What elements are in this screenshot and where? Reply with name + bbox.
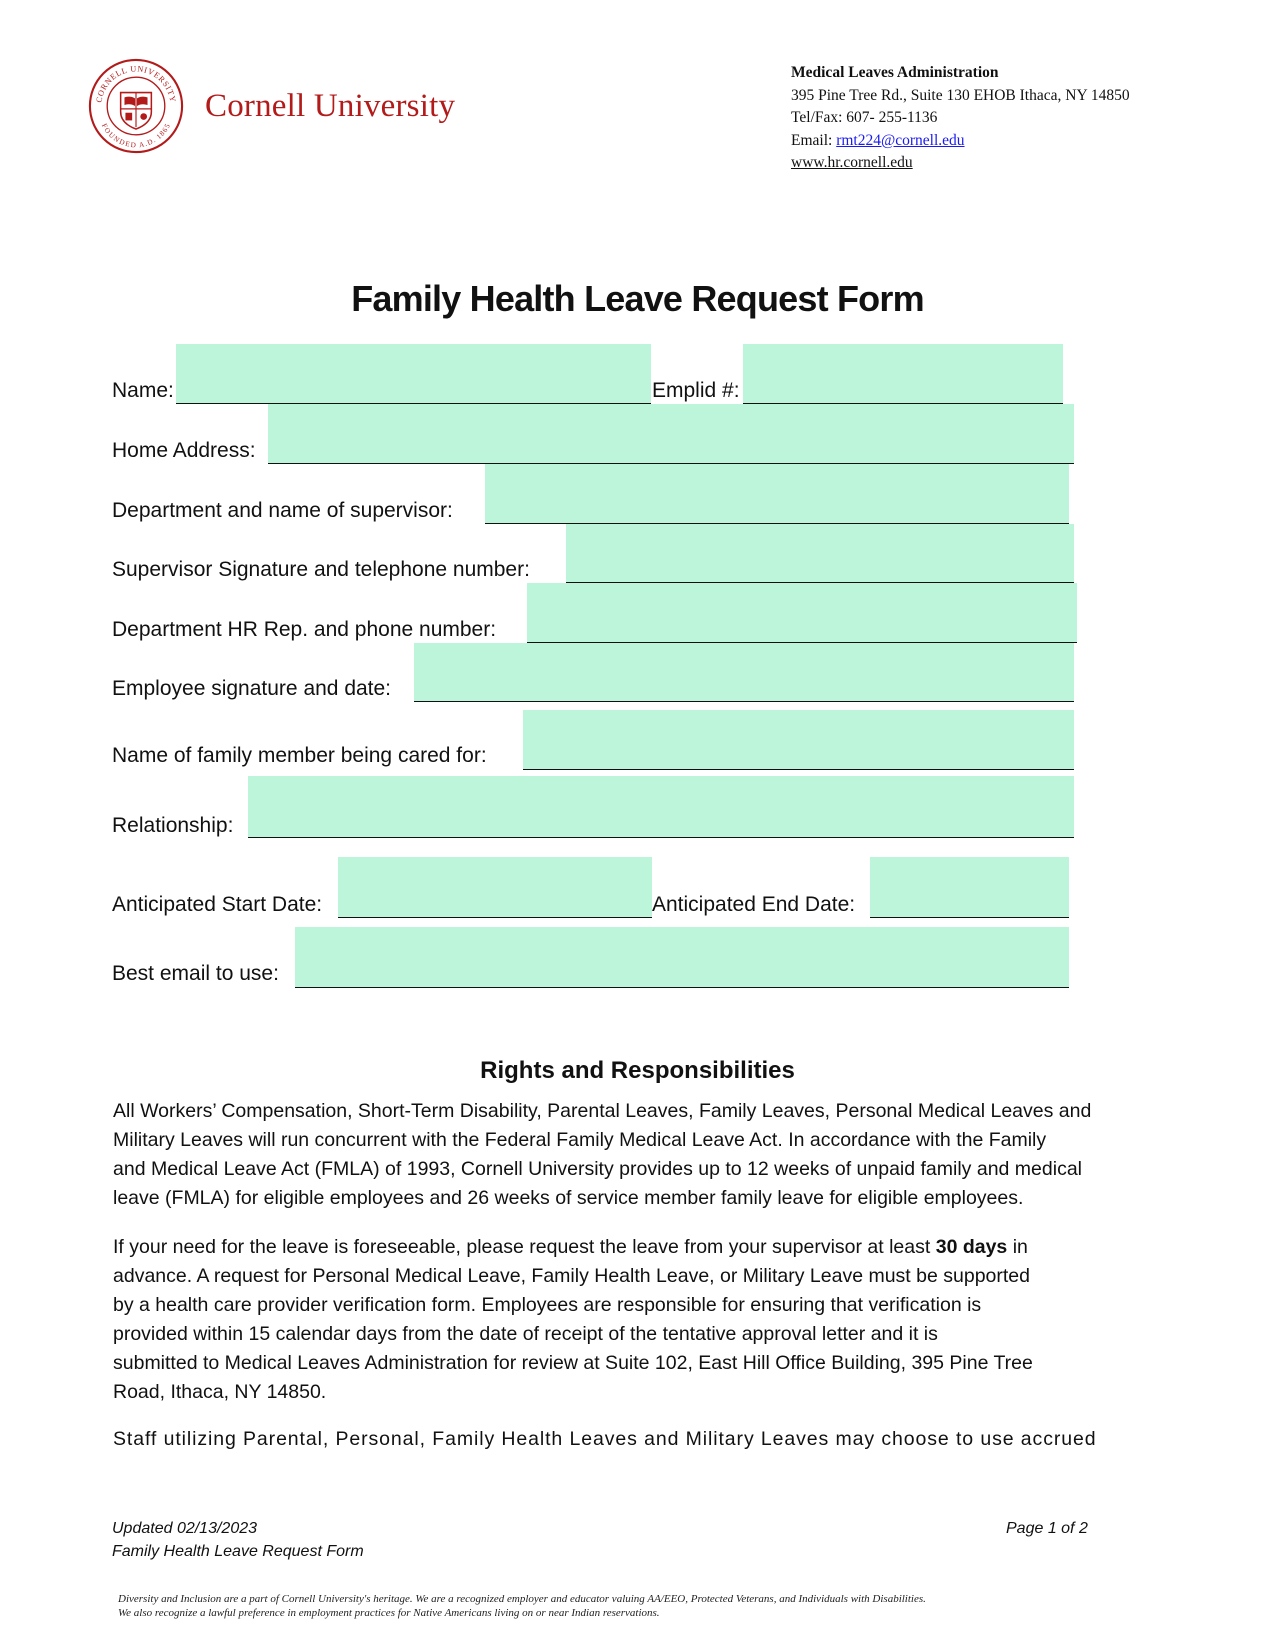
footer-form-name: Family Health Leave Request Form xyxy=(112,1543,364,1560)
home-address-label: Home Address: xyxy=(112,439,256,462)
footer-updated: Updated 02/13/2023 xyxy=(112,1520,258,1537)
website-link[interactable]: www.hr.cornell.edu xyxy=(791,154,913,171)
emplid-field[interactable] xyxy=(743,344,1063,404)
email-label: Best email to use: xyxy=(112,962,279,985)
start-date-field[interactable] xyxy=(338,857,652,918)
paragraph-line: All Workers’ Compensation, Short-Term Disability, Parental Leaves, Family Leaves, Personal Medical Leaves and xyxy=(113,1100,1092,1122)
contact-block xyxy=(791,62,1130,175)
rights-title: Rights and Responsibilities xyxy=(480,1057,795,1084)
footer-page-number: Page 1 of 2 xyxy=(1006,1520,1088,1537)
paragraph-text: If your need for the leave is foreseeable, please request the leave from your supervisor at least xyxy=(113,1236,936,1258)
paragraph-line: Staff utilizing Parental, Personal, Family Health Leaves and Military Leaves may choose to use accrued xyxy=(113,1428,1097,1450)
supervisor-label: Supervisor Signature and telephone number: xyxy=(112,558,530,581)
email-field[interactable] xyxy=(295,927,1069,988)
paragraph-line: advance. A request for Personal Medical Leave, Family Health Leave, or Military Leave must be supported xyxy=(113,1265,1030,1287)
paragraph-line: and Medical Leave Act (FMLA) of 1993, Cornell University provides up to 12 weeks of unpaid family and medical xyxy=(113,1158,1082,1180)
department-field[interactable] xyxy=(485,464,1069,524)
employee-signature-label: Employee signature and date: xyxy=(112,677,392,700)
relationship-field[interactable] xyxy=(248,776,1074,838)
seal-top-text: CORNELL UNIVERSITY xyxy=(94,64,178,104)
paragraph-line: submitted to Medical Leaves Administration for review at Suite 102, East Hill Office Building, 395 Pine Tree xyxy=(113,1352,1033,1374)
contact-org: Medical Leaves Administration xyxy=(791,64,999,81)
paragraph-line: Military Leaves will run concurrent with the Federal Family Medical Leave Act. In accordance with the Family xyxy=(113,1129,1047,1151)
contact-email-prefix: Email: xyxy=(791,131,837,149)
start-date-label: Anticipated Start Date: xyxy=(112,893,323,916)
contact-address: 395 Pine Tree Rd., Suite 130 EHOB Ithaca, NY 14850 xyxy=(791,86,1130,104)
email-link[interactable]: rmt224@cornell.edu xyxy=(836,131,965,149)
end-date-label: Anticipated End Date: xyxy=(652,893,856,916)
rights-paragraph-1 xyxy=(113,1097,1173,1213)
paragraph-line xyxy=(113,1233,1173,1262)
paragraph-line: Road, Ithaca, NY 14850. xyxy=(113,1381,327,1403)
seal-bottom-text: FOUNDED A.D. 1865 xyxy=(99,122,173,150)
hr-rep-label: Department HR Rep. and phone number: xyxy=(112,618,497,641)
emplid-label: Emplid #: xyxy=(652,379,740,402)
paragraph-line: by a health care provider verification form. Employees are responsible for ensuring that verification is xyxy=(113,1294,982,1316)
hr-rep-field[interactable] xyxy=(527,583,1077,643)
paragraph-line: leave (FMLA) for eligible employees and 26 weeks of service member family leave for eligible employees. xyxy=(113,1187,1024,1209)
supervisor-field[interactable] xyxy=(566,524,1074,583)
contact-email-row xyxy=(791,130,1130,153)
end-date-field[interactable] xyxy=(870,857,1069,918)
paragraph-line: provided within 15 calendar days from the date of receipt of the tentative approval letter and it is xyxy=(113,1323,938,1345)
rights-paragraph-3 xyxy=(113,1425,1173,1454)
form-title: Family Health Leave Request Form xyxy=(351,278,924,319)
footer-disclaimer xyxy=(118,1592,926,1620)
family-member-field[interactable] xyxy=(523,710,1074,770)
paragraph-text: in xyxy=(1007,1236,1028,1258)
employee-signature-field[interactable] xyxy=(414,643,1074,702)
relationship-label: Relationship: xyxy=(112,814,234,837)
disclaimer-line: We also recognize a lawful preference in employment practices for Native Americans living on or near Indian reservations. xyxy=(118,1607,660,1619)
home-address-field[interactable] xyxy=(268,404,1074,464)
name-label: Name: xyxy=(112,379,174,402)
rights-paragraph-2 xyxy=(113,1233,1173,1407)
thirty-days-emphasis: 30 days xyxy=(935,1236,1008,1258)
university-wordmark: Cornell University xyxy=(205,88,456,124)
name-field[interactable] xyxy=(176,344,651,404)
disclaimer-line: Diversity and Inclusion are a part of Cornell University's heritage. We are a recognized employer and educator valuing AA/EEO, Protected Veterans, and Individuals with Disabilities. xyxy=(118,1593,926,1605)
department-label: Department and name of supervisor: xyxy=(112,499,453,522)
contact-telfax: Tel/Fax: 607- 255-1136 xyxy=(791,109,938,126)
cornell-seal-logo xyxy=(88,58,184,154)
family-member-label: Name of family member being cared for: xyxy=(112,744,487,767)
